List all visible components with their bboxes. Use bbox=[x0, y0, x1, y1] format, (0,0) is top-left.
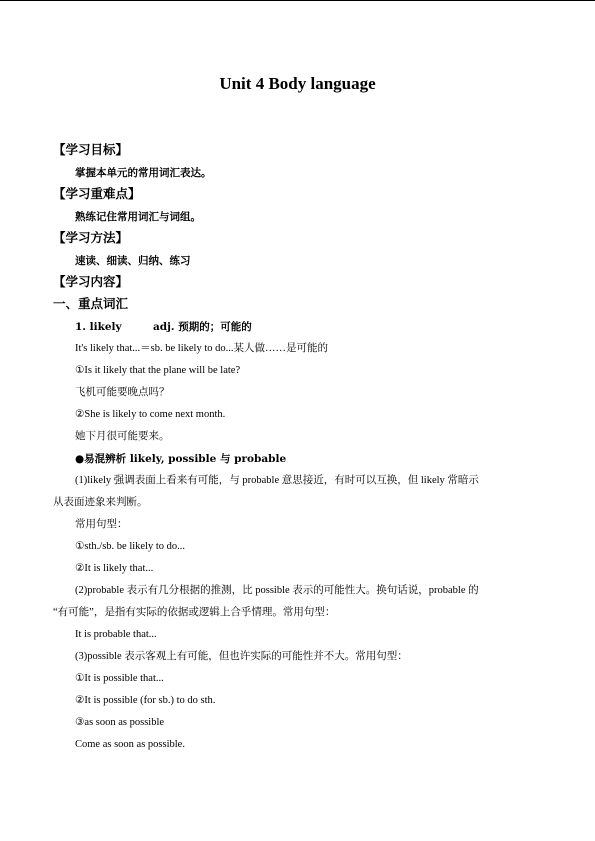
entry-pattern: It's likely that...＝sb. be likely to do...某人做……是可能的 bbox=[75, 343, 328, 354]
example-1-cn: 飞机可能要晚点吗？ bbox=[75, 387, 170, 398]
entry-word: 1. likely bbox=[75, 321, 122, 333]
paragraph-likely-cont: 从表面迹象来判断。 bbox=[53, 497, 148, 508]
paragraph-probable-cont: “有可能”，是指有实际的依据或逻辑上合乎情理。常用句型： bbox=[53, 607, 336, 618]
possible-pattern-3: ③as soon as possible bbox=[75, 717, 165, 728]
method-text: 速读、细读、归纳、练习 bbox=[75, 255, 191, 267]
common-patterns-1: 常用句型： bbox=[75, 519, 128, 530]
part1-heading: 一、重点词汇 bbox=[53, 296, 129, 311]
page-title: Unit 4 Body language bbox=[219, 74, 376, 93]
paragraph-probable bbox=[53, 580, 542, 624]
probable-pattern-1: It is probable that... bbox=[75, 629, 157, 640]
paragraph-possible: (3)possible 表示客观上有可能，但也许实际的可能性并不大。常用句型： bbox=[75, 651, 408, 662]
paragraph-likely-first: (1)likely 强调表面上看来有可能，与 probable 意思接近，有时可以互换，但 likely 常暗示 bbox=[75, 475, 479, 486]
entry-pos: adj. 预期的；可能的 bbox=[152, 321, 252, 333]
likely-pattern-2: ②It is likely that... bbox=[75, 563, 154, 574]
goal-heading: 【学习目标】 bbox=[53, 142, 129, 157]
goal-text: 掌握本单元的常用词汇表达。 bbox=[75, 167, 212, 179]
content-heading: 【学习内容】 bbox=[53, 274, 129, 289]
top-rule bbox=[0, 0, 595, 1]
likely-pattern-1: ①sth./sb. be likely to do... bbox=[75, 541, 186, 552]
method-heading: 【学习方法】 bbox=[53, 230, 129, 245]
key-heading: 【学习重难点】 bbox=[53, 186, 141, 201]
example-1-en: ①Is it likely that the plane will be late? bbox=[75, 365, 241, 376]
possible-example: Come as soon as possible. bbox=[75, 739, 185, 750]
paragraph-likely bbox=[53, 470, 542, 514]
possible-pattern-2: ②It is possible (for sb.) to do sth. bbox=[75, 695, 216, 706]
example-2-en: ②She is likely to come next month. bbox=[75, 409, 226, 420]
example-2-cn: 她下月很可能要来。 bbox=[75, 431, 170, 442]
key-text: 熟练记住常用词汇与词组。 bbox=[75, 211, 201, 223]
possible-pattern-1: ①It is possible that... bbox=[75, 673, 164, 684]
paragraph-probable-first: (2)probable 表示有几分根据的推测，比 possible 表示的可能性大。换句话说，probable 的 bbox=[75, 585, 479, 596]
compare-heading: ●易混辨析 likely, possible 与 probable bbox=[75, 453, 287, 465]
entry-word-line bbox=[75, 320, 252, 334]
